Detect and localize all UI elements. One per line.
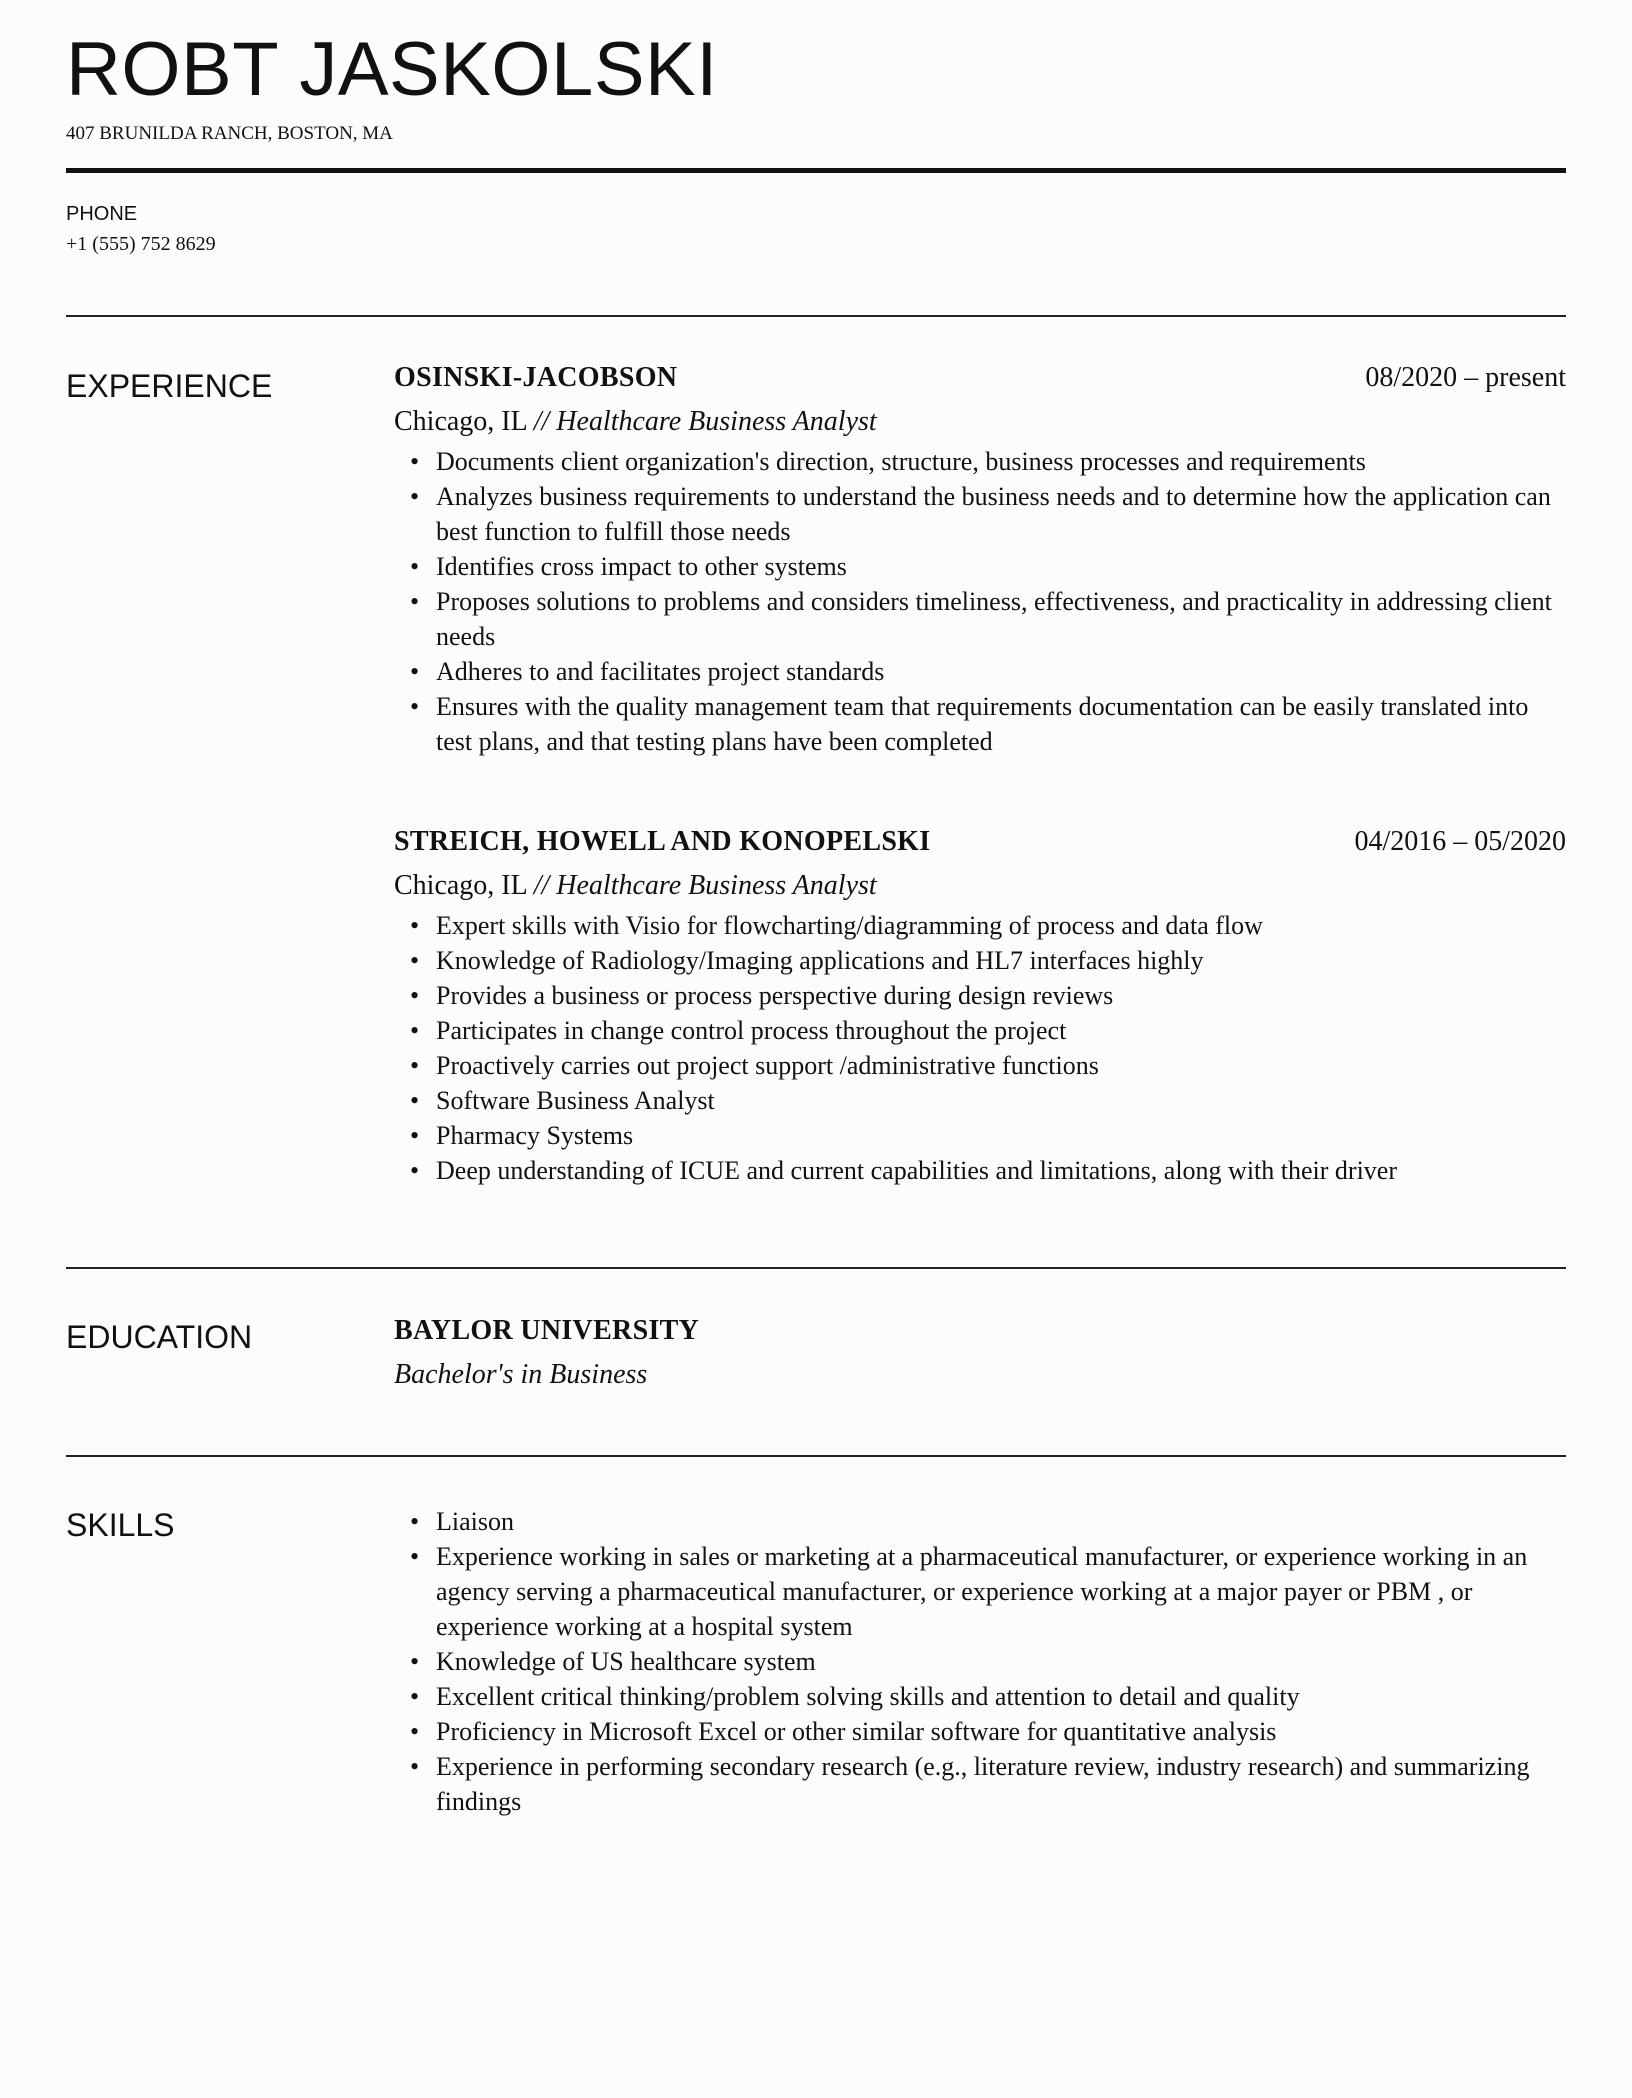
skills-entry bbox=[394, 1504, 1566, 1819]
education-header bbox=[394, 1315, 1566, 1355]
company-name: STREICH, HOWELL AND KONOPELSKI bbox=[394, 826, 931, 857]
job-bullets bbox=[394, 444, 1566, 759]
experience-heading: EXPERIENCE bbox=[66, 368, 273, 404]
school-name: BAYLOR UNIVERSITY bbox=[394, 1315, 700, 1346]
job-location: Chicago, IL bbox=[394, 870, 527, 901]
job-dates: 04/2016 – 05/2020 bbox=[1354, 826, 1566, 857]
list-item: • Identifies cross impact to other systems bbox=[394, 549, 1566, 584]
education-entry bbox=[394, 1315, 1566, 1395]
list-item: • Experience working in sales or marketing at a pharmaceutical manufacturer, or experience working in an agency serving a pharmaceutical manufacturer, or experience working at a major payer or PBM , or experience working at a hospital system bbox=[394, 1539, 1566, 1644]
company-name: OSINSKI-JACOBSON bbox=[394, 362, 678, 393]
candidate-address: 407 BRUNILDA RANCH, BOSTON, MA bbox=[66, 123, 393, 144]
job-location: Chicago, IL bbox=[394, 406, 527, 437]
list-item: • Knowledge of Radiology/Imaging applications and HL7 interfaces highly bbox=[394, 943, 1566, 978]
section-divider bbox=[66, 1267, 1566, 1269]
list-item: • Proficiency in Microsoft Excel or other similar software for quantitative analysis bbox=[394, 1714, 1566, 1749]
job-separator: // bbox=[533, 870, 550, 901]
list-item: • Expert skills with Visio for flowcharting/diagramming of process and data flow bbox=[394, 908, 1566, 943]
degree: Bachelor's in Business bbox=[394, 1359, 648, 1390]
phone-label: PHONE bbox=[66, 203, 138, 225]
list-item: • Participates in change control process throughout the project bbox=[394, 1013, 1566, 1048]
job-subline bbox=[394, 866, 1566, 906]
skills-heading: SKILLS bbox=[66, 1507, 175, 1543]
list-item: • Liaison bbox=[394, 1504, 1566, 1539]
list-item: • Proposes solutions to problems and considers timeliness, effectiveness, and practicality in addressing client needs bbox=[394, 584, 1566, 654]
section-divider bbox=[66, 315, 1566, 317]
list-item: • Software Business Analyst bbox=[394, 1083, 1566, 1118]
job-bullets bbox=[394, 908, 1566, 1188]
job-role: Healthcare Business Analyst bbox=[556, 870, 877, 901]
list-item: • Provides a business or process perspective during design reviews bbox=[394, 978, 1566, 1013]
list-item: • Knowledge of US healthcare system bbox=[394, 1644, 1566, 1679]
list-item: • Deep understanding of ICUE and current capabilities and limitations, along with their driver bbox=[394, 1153, 1566, 1188]
header-divider bbox=[66, 168, 1566, 173]
job-header bbox=[394, 362, 1566, 402]
skills-list bbox=[394, 1504, 1566, 1819]
list-item: • Ensures with the quality management team that requirements documentation can be easily translated into test plans, and that testing plans have been completed bbox=[394, 689, 1566, 759]
section-divider bbox=[66, 1455, 1566, 1457]
job-dates: 08/2020 – present bbox=[1365, 362, 1566, 393]
candidate-name: ROBT JASKOLSKI bbox=[66, 27, 718, 112]
phone-value: +1 (555) 752 8629 bbox=[66, 233, 216, 255]
list-item: • Pharmacy Systems bbox=[394, 1118, 1566, 1153]
list-item: • Adheres to and facilitates project standards bbox=[394, 654, 1566, 689]
list-item: • Documents client organization's direction, structure, business processes and requirements bbox=[394, 444, 1566, 479]
education-heading: EDUCATION bbox=[66, 1319, 253, 1355]
list-item: • Experience in performing secondary research (e.g., literature review, industry research) and summarizing findings bbox=[394, 1749, 1566, 1819]
job-entry bbox=[394, 362, 1566, 759]
job-entry bbox=[394, 826, 1566, 1188]
job-subline bbox=[394, 402, 1566, 442]
list-item: • Excellent critical thinking/problem solving skills and attention to detail and quality bbox=[394, 1679, 1566, 1714]
list-item: • Analyzes business requirements to understand the business needs and to determine how the application can best function to fulfill those needs bbox=[394, 479, 1566, 549]
list-item: • Proactively carries out project support /administrative functions bbox=[394, 1048, 1566, 1083]
job-separator: // bbox=[533, 406, 550, 437]
job-role: Healthcare Business Analyst bbox=[556, 406, 877, 437]
job-header bbox=[394, 826, 1566, 866]
